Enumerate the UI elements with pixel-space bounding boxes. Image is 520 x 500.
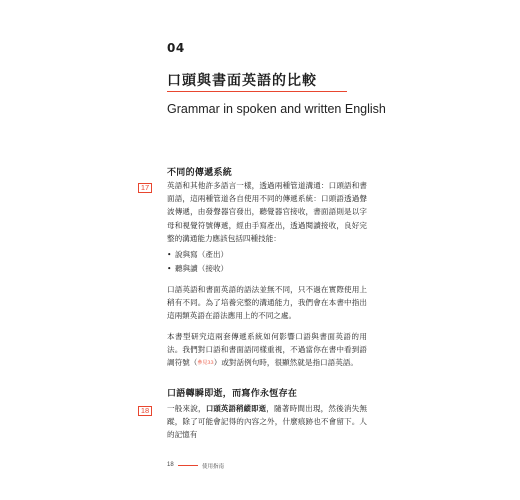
footer-section-label: 使用指南 [202, 464, 225, 470]
footer-divider [178, 465, 198, 466]
paragraph-channels: 英語和其他許多語言一樣，透過兩種管道溝通：口頭語和書面語，這兩種管道各自使用不同的傳遞系統：口頭語透過聲波傳遞，由發聲器官發出，聽覺器官接收，書面語則是以字母和視覺符號傳遞，經由手寫產出，透過閱讀接收，良好完整的溝通能力應該包括四種技能： [167, 181, 367, 243]
title-divider [167, 91, 347, 92]
paragraph-text: 本書型研究這兩套傳遞系統如何影響口語與書面英語的用法。我們對口語和書面語同樣重視，不過當你在書中看到語調符號（ [167, 332, 367, 368]
paragraph-number-17: 17 [138, 183, 152, 193]
list-item: • 說與寫（產出） [167, 248, 367, 262]
paragraph-spoken-transient [167, 402, 368, 440]
paragraph-text: ）或對話例句時，很顯然就是指口語英語。 [213, 358, 359, 368]
paragraph-text: 一般來說， [167, 404, 206, 413]
chapter-number: 04 [167, 41, 185, 55]
emphasis-text: 口頭英語稍縱即逝 [205, 404, 267, 413]
chapter-title-english: Grammar in spoken and written English [167, 102, 386, 116]
paragraph-book-approach [167, 330, 367, 370]
section-heading-delivery-systems: 不同的傳遞系統 [167, 168, 233, 178]
section-heading-speech-vs-writing: 口語轉瞬即逝，而寫作永恆存在 [167, 389, 298, 399]
page-number: 18 [167, 462, 174, 468]
chapter-title-chinese: 口頭與書面英語的比較 [167, 73, 317, 89]
paragraph-grammar-difference: 口語英語和書面英語的語法並無不同，只不過在實際使用上稍有不同。為了培養完整的溝通能力，我們會在本書中指出這兩類英語在語法應用上的不同之處。 [167, 285, 367, 321]
paragraph-text: ，隨著時間出現，然後消失無蹤，除了可能會記得的內容之外，什麼痕跡也不會留下。人的記憶有 [167, 404, 368, 440]
skills-list [167, 248, 367, 276]
cross-reference-link[interactable]: 參見33 [197, 360, 214, 367]
list-item: • 聽與讀（接收） [167, 262, 367, 276]
paragraph-number-18: 18 [138, 406, 152, 416]
